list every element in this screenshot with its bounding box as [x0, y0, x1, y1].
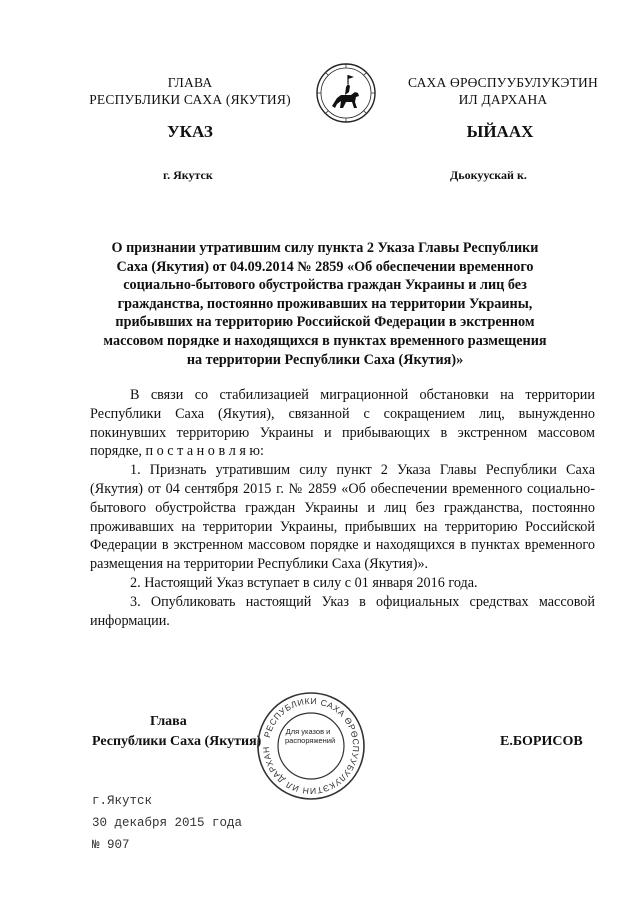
- footer-registration: [92, 790, 242, 856]
- subject-line: на территории Республики Саха (Якутия)»: [186, 351, 464, 368]
- header-left: [80, 74, 300, 108]
- document-body: [90, 386, 595, 630]
- subject-line: О признании утратившим силу пункта 2 Указа Главы Республики: [111, 240, 539, 256]
- body-paragraph-preamble: В связи со стабилизацией миграционной обстановки на территории Республики Саха (Якутия), связанной с сокращением лиц, вынужденно покинувших территорию Украины и прибывающих в экстренном массовом порядке, п о с т а н о в л я ю:: [90, 387, 595, 460]
- body-paragraph-item-1: 1. Признать утратившим силу пункт 2 Указа Главы Республики Саха (Якутия) от 04 сентября 2015 г. № 2859 «Об обеспечении временного социально-бытового обустройства граждан Украины и лиц без гражданства, постоянно проживавших на территории Украины, прибывших на территорию Российской Федерации в экстренном массовом порядке и находящихся в пунктах временного размещения на территории Республики Саха (Якутия)».: [90, 462, 595, 573]
- official-stamp: [255, 690, 367, 802]
- title-ukaz: УКАЗ: [167, 122, 213, 141]
- place-left: г. Якутск: [163, 168, 213, 182]
- footer-number: № 907: [92, 838, 130, 852]
- signature-title-line2: Республики Саха (Якутия): [92, 734, 262, 749]
- body-paragraph-item-3: 3. Опубликовать настоящий Указ в официальных средствах массовой информации.: [90, 593, 595, 629]
- subject-line: Саха (Якутия) от 04.09.2014 № 2859 «Об обеспечении временного: [116, 258, 534, 275]
- stamp-ring-text: РЕСПУБЛИКИ САХА ӨРӨСПУУБУЛУКЭТИН ИЛ ДАРХАН: [260, 695, 362, 797]
- header-right: [392, 74, 614, 108]
- header-left-line1: ГЛАВА: [167, 75, 213, 90]
- signature-title-line1: Глава: [150, 714, 187, 729]
- header-right-line2: ИЛ ДАРХАНА: [458, 92, 548, 107]
- emblem-icon: [315, 62, 377, 124]
- place-right: Дьокуускай к.: [450, 168, 527, 182]
- subject-line: массовом порядке и находящихся в пунктах временного размещения: [103, 332, 547, 349]
- subject-line: прибывших на территорию Российской Федерации в экстренном: [115, 314, 535, 331]
- signature-name: Е.БОРИСОВ: [500, 734, 583, 749]
- body-paragraph-item-2: 2. Настоящий Указ вступает в силу с 01 января 2016 года.: [130, 574, 478, 591]
- footer-city: г.Якутск: [92, 794, 153, 808]
- subject-line: социально-бытового обустройства граждан Украины и лиц без: [123, 277, 527, 294]
- stamp-inner-text: Для указов и распоряжений: [285, 727, 336, 745]
- document-subject: [80, 239, 570, 369]
- header-left-line2: РЕСПУБЛИКИ САХА (ЯКУТИЯ): [89, 92, 291, 107]
- header-right-line1: САХА ӨРӨСПУУБУЛУКЭТИН: [408, 75, 598, 90]
- stamp-seal-icon: [255, 690, 367, 802]
- title-yiaakh: ЫЙААХ: [466, 122, 534, 141]
- subject-line: гражданства, постоянно проживавших на территории Украины,: [117, 295, 533, 312]
- footer-date: 30 декабря 2015 года: [92, 816, 243, 830]
- coat-of-arms-emblem: [315, 62, 377, 124]
